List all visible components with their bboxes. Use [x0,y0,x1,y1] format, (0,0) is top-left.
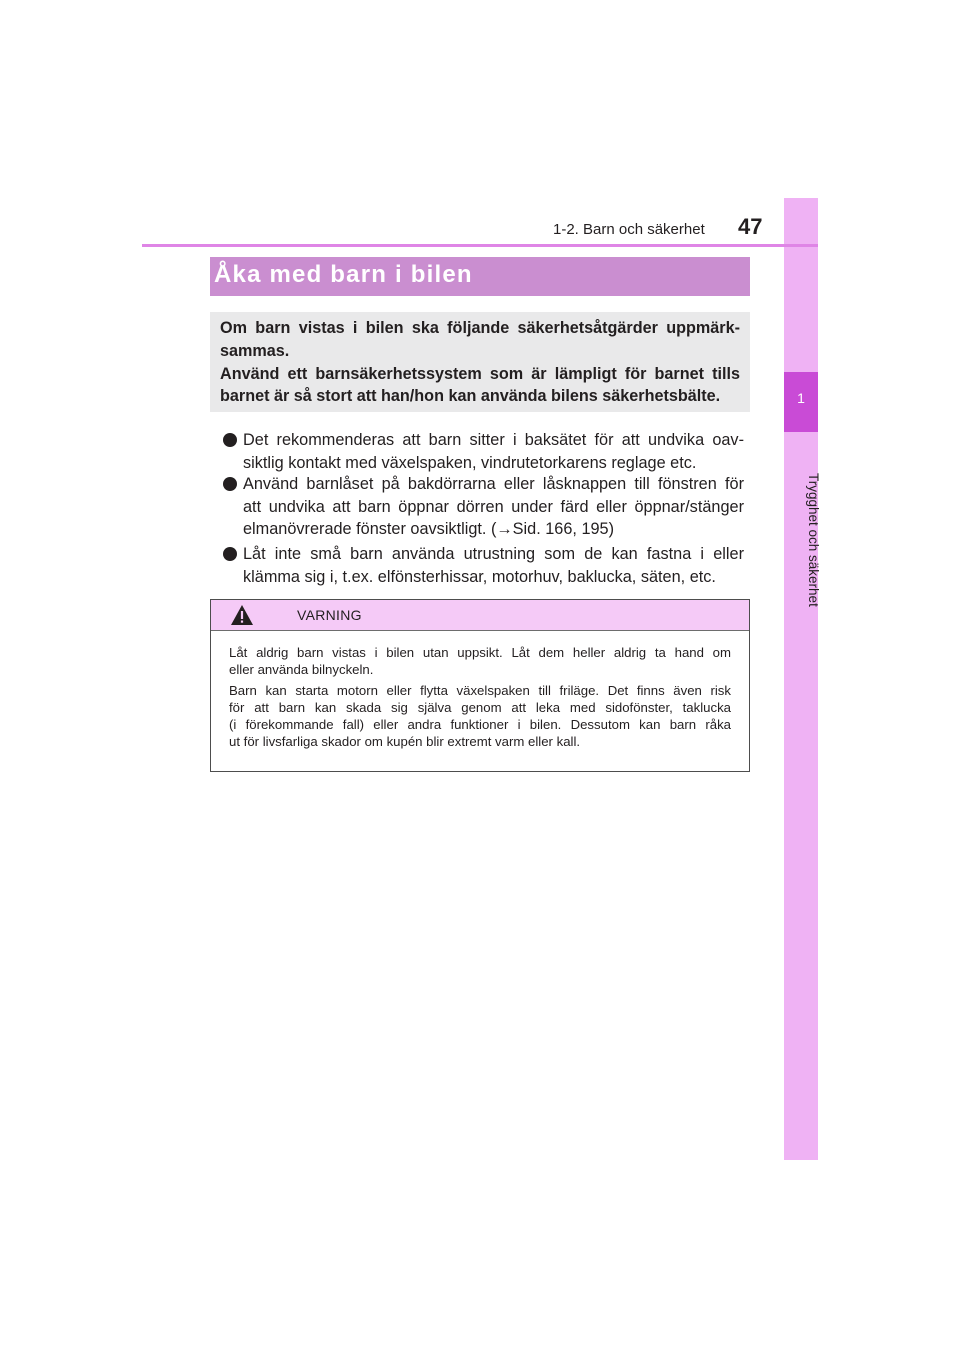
bullet-text-line: elmanövrerade fönster oavsiktligt. (→Sid. 166, 195) [243,520,615,538]
chapter-number: 1 [797,390,805,406]
warning-text-line: Barn kan starta motorn eller flytta växelspaken till friläge. Det finns även risk [229,683,731,698]
warning-text-line: eller använda bilnyckeln. [229,662,374,677]
warning-triangle-icon [230,604,254,631]
header-section-title: 1-2. Barn och säkerhet [553,221,705,238]
bullet-icon [223,477,237,491]
chapter-title: Trygghet och säkerhet [806,473,821,607]
bullet-text-line: Det rekommenderas att barn sitter i baksätet för att undvika oav- [243,431,744,449]
page-title: Åka med barn i bilen [214,261,473,288]
page-number: 47 [738,214,763,239]
bullet-text-line: Låt inte små barn använda utrustning som de kan fastna i eller [243,545,744,563]
intro-line: Använd ett barnsäkerhetssystem som är lämpligt för barnet tills [220,365,740,383]
bullet-text-line: klämma sig i, t.ex. elfönsterhissar, motorhuv, baklucka, säten, etc. [243,568,716,586]
intro-line: sammas. [220,342,290,360]
warning-header [211,600,749,631]
bullet-text-line: Använd barnlåset på bakdörrarna eller låsknappen till fönstren för [243,475,744,493]
warning-text-line: för att barn kan skada sig själva genom att leka med sidofönster, taklucka [229,700,731,715]
warning-text-line: Låt aldrig barn vistas i bilen utan uppsikt. Låt dem heller aldrig ta hand om [229,645,731,660]
header-rule [142,244,818,247]
intro-line: Om barn vistas i bilen ska följande säkerhetsåtgärder uppmärk- [220,319,740,337]
bullet-icon [223,433,237,447]
bullet-text-line: att undvika att barn öppnar dörren under färd eller öppnar/stänger [243,498,744,516]
warning-box [210,599,750,772]
warning-text-line: (i förekommande fall) eller andra funktioner i bilen. Dessutom kan barn råka [229,717,731,732]
warning-label: VARNING [297,607,362,623]
bullet-icon [223,547,237,561]
bullet-text-line: siktlig kontakt med växelspaken, vindrutetorkarens reglage etc. [243,454,697,472]
warning-text-line: ut för livsfarliga skador om kupén blir extremt varm eller kall. [229,734,581,749]
chapter-side-tab [784,198,818,1160]
intro-line: barnet är så stort att han/hon kan använda bilens säkerhetsbälte. [220,387,721,405]
